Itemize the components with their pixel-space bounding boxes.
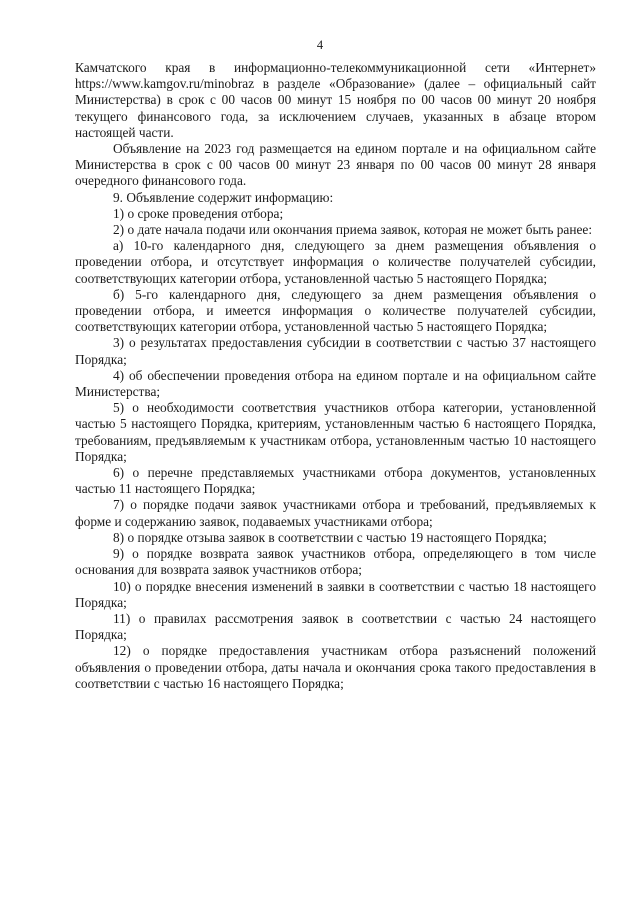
- paragraph: 10) о порядке внесения изменений в заявки в соответствии с частью 18 настоящего Порядка;: [75, 578, 596, 610]
- paragraph: 9. Объявление содержит информацию:: [113, 189, 334, 205]
- paragraph: 2) о дате начала подачи или окончания приема заявок, которая не может быть ранее:: [113, 222, 593, 238]
- paragraph: 7) о порядке подачи заявок участниками отбора и требований, предъявляемых к форме и содержанию заявок, подаваемых участниками отбора;: [75, 497, 596, 529]
- paragraph: 6) о перечне представляемых участниками отбора документов, установленных частью 11 настоящего Порядка;: [75, 465, 596, 497]
- document-body: [75, 60, 596, 692]
- paragraph: 5) о необходимости соответствия участников отбора категории, установленной частью 5 настоящего Порядка, критериям, установленным частью 6 настоящего Порядка, требованиям, предъявляемым к участникам отбора, установленным частью 10 настоящего Порядка;: [75, 400, 596, 464]
- paragraph: 8) о порядке отзыва заявок в соответствии с частью 19 настоящего Порядка;: [113, 529, 547, 545]
- paragraph: 12) о порядке предоставления участникам отбора разъяснений положений объявления о проведении отбора, даты начала и окончания срока такого предоставления в соответствии с частью 16 настоящего Порядка;: [75, 643, 596, 691]
- page-number: 4: [316, 38, 324, 52]
- paragraph: б) 5-го календарного дня, следующего за днем размещения объявления о проведении отбора, и имеется информация о количестве получателей субсидии, соответствующих категории отбора, установленной частью 5 настоящего Порядка;: [75, 286, 596, 335]
- paragraph: Объявление на 2023 год размещается на едином портале и на официальном сайте Министерства в срок с 00 часов 00 минут 23 января по 00 часов 00 минут 28 января очередного финансового года.: [75, 141, 596, 189]
- paragraph: 1) о сроке проведения отбора;: [113, 205, 284, 221]
- paragraph: 3) о результатах предоставления субсидии в соответствии с частью 37 настоящего Порядка;: [75, 335, 596, 367]
- paragraph: 9) о порядке возврата заявок участников отбора, определяющего в том числе основания для возврата заявок участников отбора;: [75, 546, 596, 578]
- paragraph: 11) о правилах рассмотрения заявок в соответствии с частью 24 настоящего Порядка;: [75, 610, 596, 643]
- paragraph: Камчатского края в информационно-телекоммуникационной сети «Интернет» https://www.kamgov.ru/minobraz в разделе «Образование» (далее – официальный сайт Министерства) в срок с 00 часов 00 минут 15 ноября по 00 часов 00 минут 20 ноября текущего финансового года, за исключением случаев, указанных в абзаце втором настоящей части.: [75, 60, 596, 140]
- paragraph: 4) об обеспечении проведения отбора на едином портале и на официальном сайте Министерства;: [75, 367, 596, 400]
- paragraph: а) 10-го календарного дня, следующего за днем размещения объявления о проведении отбора, и отсутствует информация о количестве получателей субсидии, соответствующих категории отбора, установленной частью 5 настоящего Порядка;: [75, 238, 596, 286]
